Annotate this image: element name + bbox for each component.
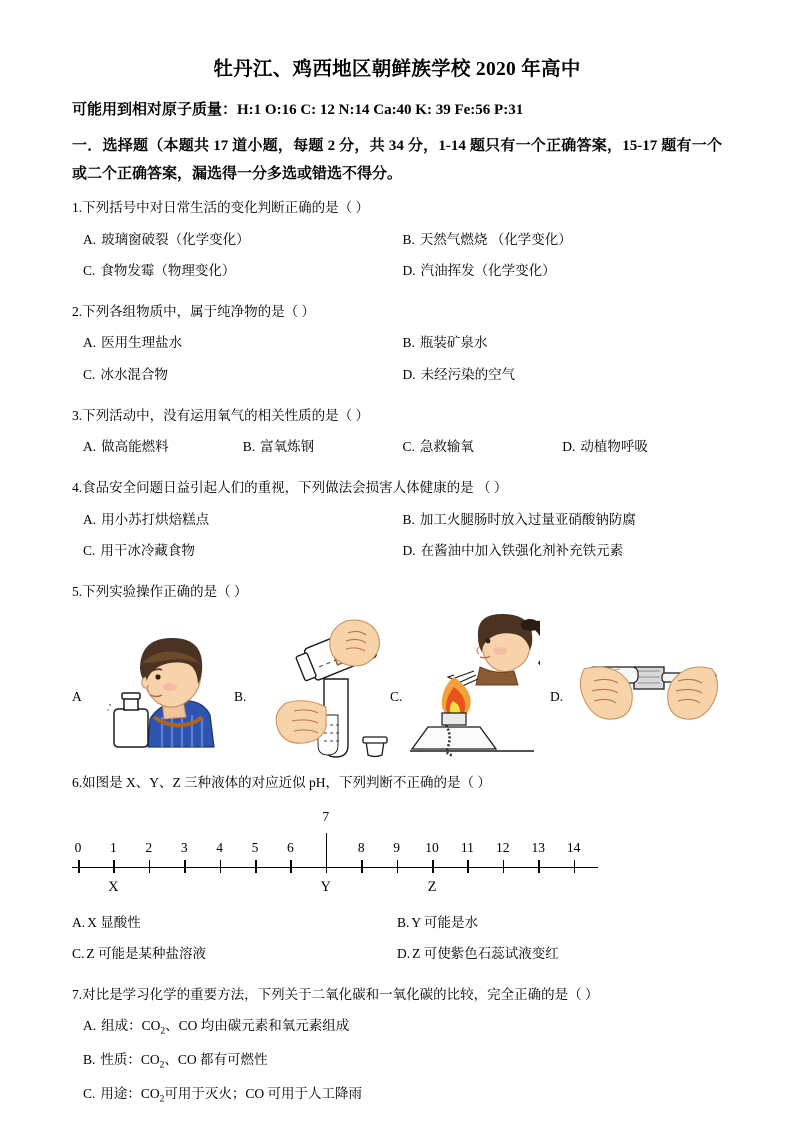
ph-tick-label: 12 bbox=[496, 839, 510, 855]
ph-tick-label: 3 bbox=[180, 839, 188, 855]
ph-marker-z: Z bbox=[427, 878, 437, 895]
image-option-d-label: D. bbox=[550, 689, 564, 705]
ph-tick bbox=[184, 860, 186, 873]
ph-tick-label: 9 bbox=[393, 839, 400, 855]
ph-tick-label: 10 bbox=[425, 839, 439, 855]
question-stem: 1.下列括号中对日常生活的变化判断正确的是（ ） bbox=[72, 200, 369, 216]
option-text: 加工火腿肠时放入过量亚硝酸钠防腐 bbox=[419, 511, 636, 527]
ph-tick bbox=[113, 860, 115, 873]
ph-tick-label: 0 bbox=[74, 839, 82, 855]
option-c[interactable] bbox=[83, 261, 403, 281]
option-c[interactable] bbox=[72, 944, 397, 964]
option-text: 医用生理盐水 bbox=[101, 335, 183, 351]
boy-smelling-bottle-icon[interactable] bbox=[92, 633, 217, 753]
question-stem: 7.对比是学习化学的重要方法，下列关于二氧化碳和一氧化碳的比较，完全正确的是（ ） bbox=[72, 987, 599, 1003]
option-text: 食物发霉（物理变化） bbox=[100, 262, 236, 278]
image-option-c-label: C. bbox=[390, 689, 403, 705]
option-text: 用途：$CO_2$可用于灭火；CO 可用于人工降雨 bbox=[100, 1086, 363, 1105]
question-stem: 4.食品安全问题日益引起人们的重视，下列做法会损害人体健康的是 （ ） bbox=[72, 480, 508, 496]
ph-tick bbox=[538, 860, 540, 873]
question-stem: 3.下列活动中，没有运用氧气的相关性质的是（ ） bbox=[72, 407, 369, 423]
inserting-glass-tube-stopper-icon[interactable] bbox=[572, 641, 722, 727]
option-d[interactable] bbox=[397, 944, 722, 964]
image-option-b-label: B. bbox=[234, 689, 247, 705]
option-a[interactable] bbox=[83, 437, 243, 457]
question-5 bbox=[72, 582, 722, 763]
option-b[interactable] bbox=[403, 230, 723, 250]
option-list bbox=[72, 437, 722, 468]
option-label: C. bbox=[72, 945, 85, 961]
ph-axis-line bbox=[72, 867, 598, 869]
ph-marker-x: X bbox=[108, 878, 119, 895]
ph-tick-label: 6 bbox=[287, 839, 294, 855]
question-6 bbox=[72, 773, 722, 975]
pouring-liquid-test-tube-icon[interactable] bbox=[260, 615, 395, 761]
option-list bbox=[72, 913, 722, 976]
question-3 bbox=[72, 406, 722, 469]
ph-tick bbox=[220, 860, 222, 873]
option-b[interactable] bbox=[403, 510, 723, 530]
option-label: C. bbox=[402, 439, 415, 455]
ph-tick bbox=[574, 860, 576, 873]
option-text: 组成：$CO_2$、CO 均由碳元素和氧元素组成 bbox=[101, 1018, 350, 1038]
option-label: A. bbox=[83, 231, 97, 247]
option-a[interactable] bbox=[83, 510, 403, 530]
option-label: D. bbox=[402, 542, 416, 558]
option-text: 在酱油中加入铁强化剂补充铁元素 bbox=[420, 542, 624, 558]
option-a[interactable] bbox=[83, 333, 403, 353]
option-text: 玻璃窗破裂（化学变化） bbox=[101, 231, 250, 247]
ph-tick bbox=[432, 860, 434, 873]
option-a[interactable] bbox=[72, 913, 397, 933]
option-text: 汽油挥发（化学变化） bbox=[420, 262, 556, 278]
ph-tick-label: 5 bbox=[251, 839, 259, 855]
option-text: 瓶装矿泉水 bbox=[419, 335, 488, 351]
option-label: A. bbox=[83, 335, 97, 351]
question-4 bbox=[72, 478, 722, 572]
option-label: A. bbox=[72, 914, 86, 930]
ph-tick-label: 1 bbox=[110, 839, 117, 855]
ph-tick-label: 8 bbox=[357, 839, 365, 855]
ph-tick bbox=[397, 860, 399, 873]
option-c[interactable] bbox=[403, 437, 563, 457]
option-d[interactable] bbox=[403, 365, 723, 385]
option-text: 天然气燃烧 （化学变化） bbox=[419, 231, 572, 247]
ph-tick-label: 7 bbox=[322, 808, 330, 824]
option-b[interactable] bbox=[403, 333, 723, 353]
option-label: D. bbox=[397, 945, 411, 961]
blowing-out-alcohol-lamp-icon[interactable] bbox=[410, 613, 540, 763]
question-stem: 5.下列实验操作正确的是（ ） bbox=[72, 584, 248, 600]
page-content bbox=[72, 0, 722, 1118]
option-label: C. bbox=[83, 542, 96, 558]
option-a[interactable] bbox=[83, 1016, 722, 1039]
option-text: X 显酸性 bbox=[87, 914, 141, 930]
ph-tick bbox=[290, 860, 292, 873]
option-label: D. bbox=[562, 439, 576, 455]
page-title: 牡丹江、鸡西地区朝鲜族学校 2020 年高中 bbox=[213, 59, 581, 80]
ph-tick bbox=[149, 860, 151, 873]
option-text: Z 可能是某种盐溶液 bbox=[86, 945, 207, 961]
option-label: B. bbox=[402, 231, 415, 247]
option-d[interactable] bbox=[562, 437, 722, 457]
question-stem: 2.下列各组物质中，属于纯净物的是（ ） bbox=[72, 304, 315, 320]
option-d[interactable] bbox=[403, 541, 723, 561]
option-text: 动植物呼吸 bbox=[580, 439, 648, 455]
option-label: B. bbox=[402, 511, 415, 527]
option-text: 用干冰冷藏食物 bbox=[100, 542, 195, 558]
ph-tick bbox=[467, 860, 469, 873]
question-2 bbox=[72, 302, 722, 396]
option-text: 用小苏打烘焙糕点 bbox=[101, 511, 210, 527]
question-7 bbox=[72, 985, 722, 1107]
ph-scale-diagram bbox=[72, 805, 722, 913]
option-c[interactable] bbox=[83, 365, 403, 385]
option-label: D. bbox=[402, 366, 416, 382]
option-label: A. bbox=[83, 511, 97, 527]
option-a[interactable] bbox=[83, 230, 403, 250]
question-1 bbox=[72, 198, 722, 292]
option-label: B. bbox=[83, 1052, 96, 1068]
option-label: B. bbox=[402, 335, 415, 351]
ph-tick-label: 4 bbox=[216, 839, 223, 855]
option-label: B. bbox=[242, 439, 256, 455]
question-stem: 6.如图是 X、Y、Z 三种液体的对应近似 pH，下列判断不正确的是（ ） bbox=[72, 775, 491, 791]
option-text: 未经污染的空气 bbox=[420, 366, 516, 382]
ph-tick bbox=[503, 860, 505, 873]
option-text: 做高能燃料 bbox=[101, 439, 169, 455]
section-instruction: 一．选择题（本题共 17 道小题，每题 2 分，共 34 分，1-14 题只有一个正确答案，15-17 题有一个或二个正确答案，漏选得一分多选或错选不得分。 bbox=[72, 137, 722, 182]
option-list bbox=[72, 510, 722, 573]
option-text: 急救输氧 bbox=[419, 439, 474, 455]
experiment-image-options bbox=[72, 613, 722, 763]
option-label: B. bbox=[397, 914, 410, 930]
option-text: 性质：$CO_2$、CO 都有可燃性 bbox=[100, 1052, 268, 1072]
option-label: A. bbox=[83, 1018, 97, 1034]
option-b[interactable] bbox=[243, 437, 403, 457]
option-list bbox=[72, 333, 722, 396]
option-list bbox=[72, 230, 722, 293]
option-label: C. bbox=[83, 262, 96, 278]
option-text: Y 可能是水 bbox=[411, 914, 479, 930]
option-text: 冰水混合物 bbox=[100, 366, 168, 382]
option-label: C. bbox=[83, 366, 96, 382]
option-list bbox=[72, 1016, 722, 1107]
option-b[interactable] bbox=[83, 1050, 722, 1073]
ph-tick-label: 2 bbox=[145, 839, 153, 855]
option-d[interactable] bbox=[403, 261, 723, 281]
ph-tick bbox=[326, 833, 328, 873]
ph-tick bbox=[78, 860, 80, 873]
atomic-mass-line: 可能用到相对原子质量：H:1 O:16 C: 12 N:14 Ca:40 K: 39 Fe:56 P:31 bbox=[72, 102, 524, 119]
ph-tick-label: 13 bbox=[531, 839, 545, 855]
option-b[interactable] bbox=[397, 913, 722, 933]
image-option-a-label: A bbox=[72, 689, 82, 705]
option-c[interactable] bbox=[83, 1084, 722, 1107]
option-text: 富氧炼钢 bbox=[260, 439, 315, 455]
ph-tick-label: 14 bbox=[566, 839, 581, 855]
ph-tick bbox=[361, 860, 363, 873]
option-label: A. bbox=[83, 439, 97, 455]
option-label: D. bbox=[402, 262, 416, 278]
ph-marker-y: Y bbox=[320, 878, 332, 895]
ph-tick bbox=[255, 860, 257, 873]
option-text: Z 可使紫色石蕊试液变红 bbox=[412, 945, 559, 961]
option-c[interactable] bbox=[83, 541, 403, 561]
ph-tick-label: 11 bbox=[460, 839, 474, 855]
option-label: C. bbox=[83, 1086, 96, 1102]
